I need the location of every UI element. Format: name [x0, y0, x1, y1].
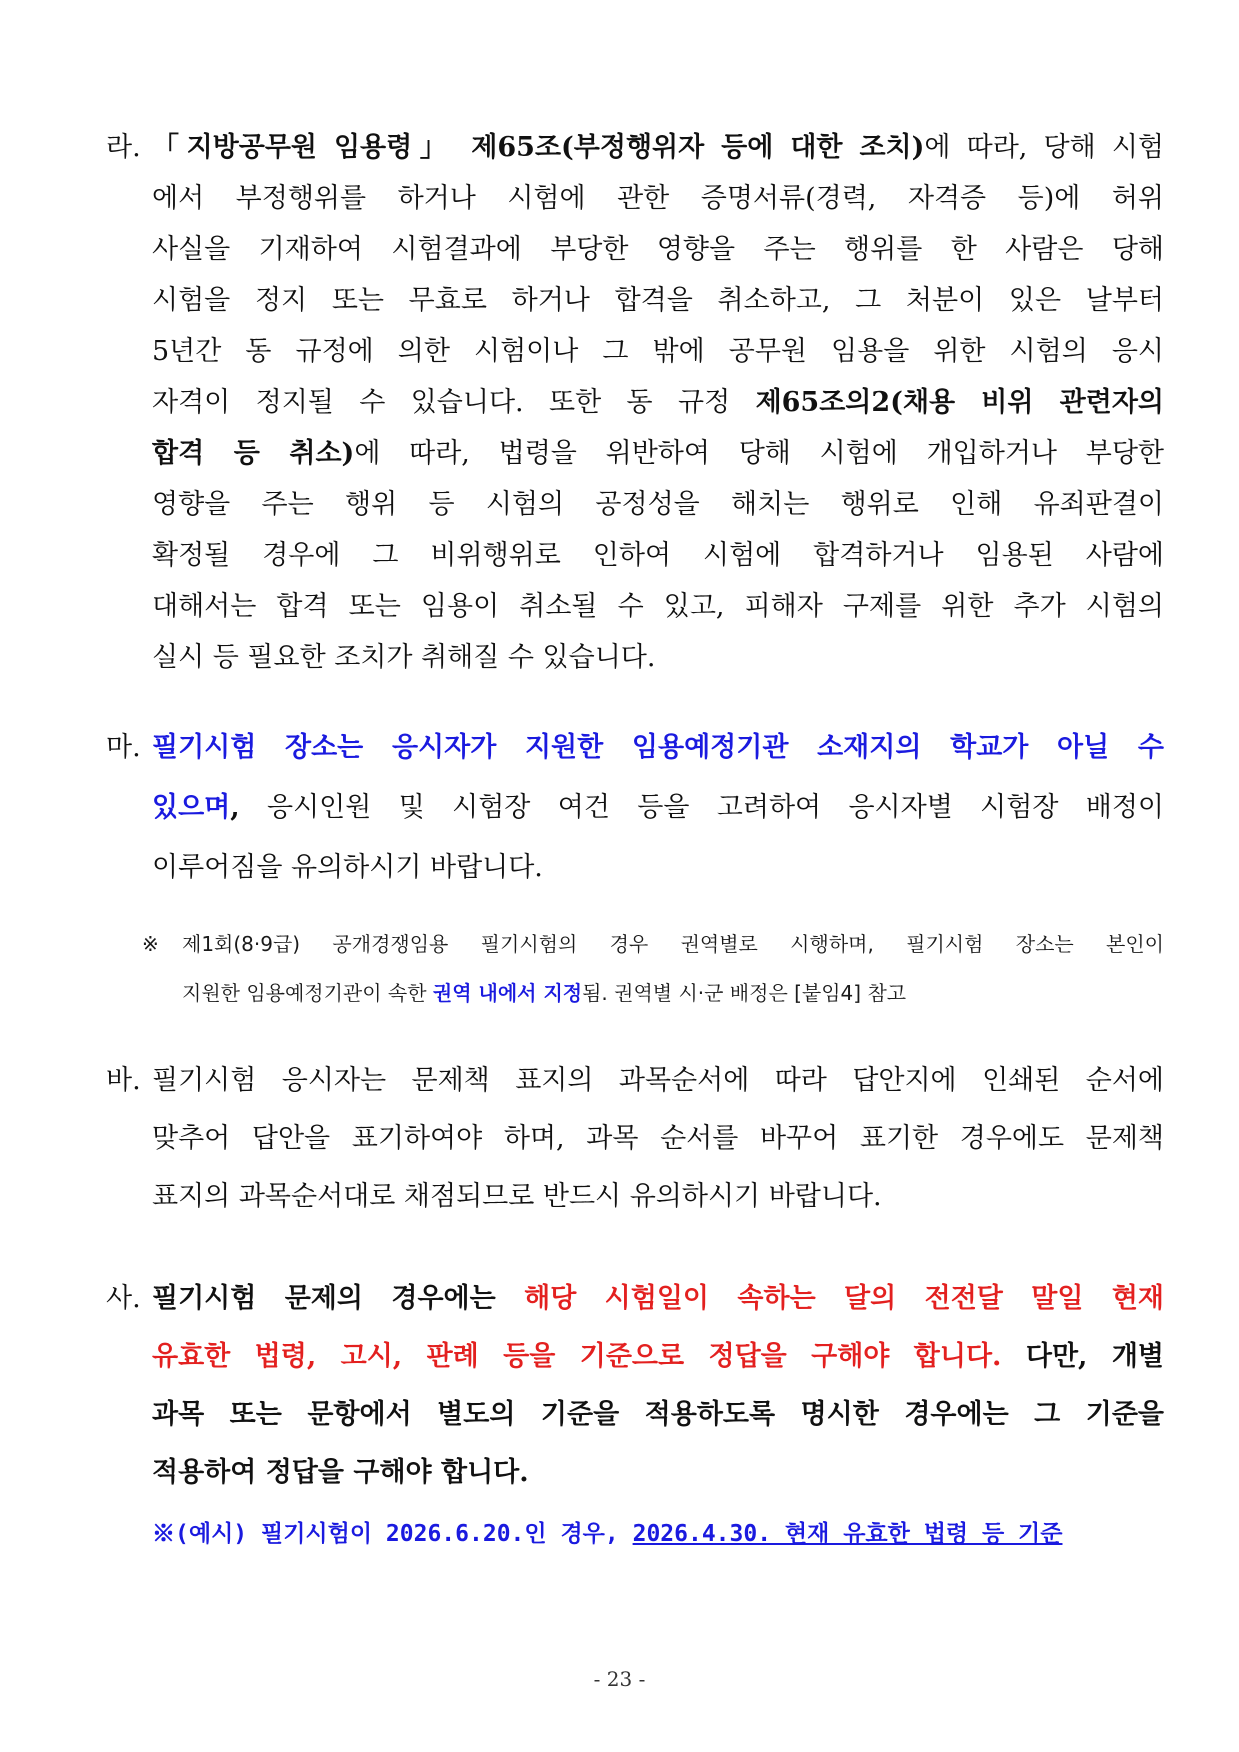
- text-line: 이루어짐을 유의하시기 바랍니다.: [152, 852, 543, 883]
- text-line: [152, 122, 1164, 173]
- text-line: 5년간 동 규정에 의한 시험이나 그 밖에 공무원 임용을 위한 시험의 응시: [152, 336, 1164, 367]
- text-line: 맞추어 답안을 표기하여야 하며, 과목 순서를 바꾸어 표기한 경우에도 문제책: [152, 1123, 1164, 1154]
- note-line: [182, 969, 1164, 1018]
- section-ba: [106, 1052, 1164, 1226]
- text-span: 에 따라, 법령을 위반하여 당해 시험에 개입하거나 부당한: [354, 438, 1164, 469]
- text-span: 됨. 권역별 시·군 배정은 [붙임4] 참고: [582, 981, 907, 1005]
- text-line: [152, 377, 1164, 428]
- text-span: 다만, 개별: [1001, 1341, 1164, 1372]
- item-marker: 라.: [106, 132, 141, 163]
- text-span: 자격이 정지될 수 있습니다. 또한 동 규정: [152, 387, 756, 418]
- text-line: 대해서는 합격 또는 임용이 취소될 수 있고, 피해자 구제를 위한 추가 시험의: [152, 591, 1164, 622]
- highlight-span: 권역 내에서 지정: [432, 981, 583, 1005]
- law-article: 제65조의2(채용 비위 관련자의: [755, 387, 1164, 418]
- highlight-span: 있으며: [152, 792, 231, 823]
- text-line: [152, 778, 1164, 838]
- text-line: [152, 1270, 1164, 1328]
- underlined-span: 2026.4.30. 현재 유효한 법령 등 기준: [632, 1521, 1063, 1547]
- note-line: 제1회(8·9급) 공개경쟁임용 필기시험의 경우 권역별로 시행하며, 필기시험 장소는 본인이: [182, 932, 1164, 956]
- reference-mark-icon: ※: [142, 932, 159, 956]
- law-title: 「지방공무원 임용령」 제65조(부정행위자 등에 대한 조치): [152, 132, 925, 163]
- item-marker: 사.: [106, 1283, 141, 1314]
- text-span: ※(예시) 필기시험이 2026.6.20.인 경우,: [152, 1521, 633, 1547]
- page-number: - 23 -: [593, 1667, 646, 1691]
- text-line: 확정될 경우에 그 비위행위로 인하여 시험에 합격하거나 임용된 사람에: [152, 540, 1164, 571]
- text-line: 실시 등 필요한 조치가 취해질 수 있습니다.: [152, 642, 656, 673]
- item-marker: 마.: [106, 732, 141, 763]
- text-span: 응시인원 및 시험장 여건 등을 고려하여 응시자별 시험장 배정이: [239, 792, 1164, 823]
- law-article: 합격 등 취소): [152, 438, 355, 469]
- section-ma: [106, 718, 1164, 898]
- text-line: 적용하여 정답을 구해야 합니다.: [152, 1457, 529, 1488]
- warning-span: 해당 시험일이 속하는 달의 전전달 말일 현재: [524, 1283, 1164, 1314]
- item-marker: 바.: [106, 1065, 141, 1096]
- text-line: 사실을 기재하여 시험결과에 부당한 영향을 주는 행위를 한 사람은 당해: [152, 234, 1164, 265]
- section-ra: [106, 122, 1164, 683]
- text-line: [152, 428, 1164, 479]
- text-span: 필기시험 문제의 경우에는: [152, 1283, 525, 1314]
- text-line: 표지의 과목순서대로 채점되므로 반드시 유의하시기 바랍니다.: [152, 1181, 882, 1212]
- text-line: 영향을 주는 행위 등 시험의 공정성을 해치는 행위로 인해 유죄판결이: [152, 489, 1164, 520]
- text-line: 필기시험 응시자는 문제책 표지의 과목순서에 따라 답안지에 인쇄된 순서에: [152, 1065, 1164, 1096]
- text-line: 과목 또는 문항에서 별도의 기준을 적용하도록 명시한 경우에는 그 기준을: [152, 1399, 1164, 1430]
- note-ma: [142, 920, 1164, 1018]
- text-span: ,: [230, 792, 240, 823]
- warning-span: 유효한 법령, 고시, 판례 등을 기준으로 정답을 구해야 합니다.: [152, 1341, 1002, 1372]
- example-note: [152, 1515, 1062, 1548]
- section-sa: [106, 1270, 1164, 1502]
- text-line: 시험을 정지 또는 무효로 하거나 합격을 취소하고, 그 처분이 있은 날부터: [152, 285, 1164, 316]
- highlight-line: 필기시험 장소는 응시자가 지원한 임용예정기관 소재지의 학교가 아닐 수: [152, 732, 1164, 763]
- text-line: [152, 1328, 1164, 1386]
- text-line: 에서 부정행위를 하거나 시험에 관한 증명서류(경력, 자격증 등)에 허위: [152, 183, 1164, 214]
- text-span: 에 따라, 당해 시험: [924, 132, 1164, 163]
- text-span: 지원한 임용예정기관이 속한: [182, 981, 433, 1005]
